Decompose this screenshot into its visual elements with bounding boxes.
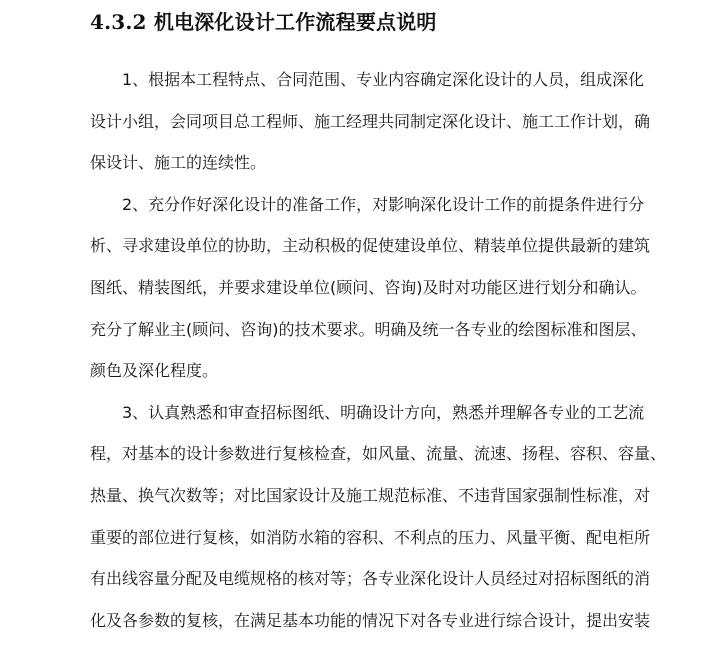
paragraph-line: 图纸、精装图纸，并要求建设单位(顾问、咨询)及时对功能区进行划分和确认。 [90,277,647,297]
paragraph-line: 程，对基本的设计参数进行复核检查，如风量、流量、流速、扬程、容积、容量、 [90,444,667,464]
paragraph-line: 设计小组，会同项目总工程师、施工经理共同制定深化设计、施工工作计划，确 [90,111,651,131]
paragraph-line: 化及各参数的复核，在满足基本功能的情况下对各专业进行综合设计，提出安装 [90,610,651,630]
document-body [90,63,667,645]
paragraph-line: 热量、换气次数等；对比国家设计及施工规范标准、不违背国家强制性标准，对 [90,485,651,505]
paragraph-line: 重要的部位进行复核，如消防水箱的容积、不利点的压力、风量平衡、配电柜所 [90,527,651,547]
paragraph-line: 保设计、施工的连续性。 [90,153,267,173]
paragraph-line: 析、寻求建设单位的协助，主动积极的促使建设单位、精装单位提供最新的建筑 [90,236,651,256]
paragraph-line: 有出线容量分配及电缆规格的核对等；各专业深化设计人员经过对招标图纸的消 [90,569,651,589]
paragraph-2 [90,188,650,396]
section-heading: 4.3.2 机电深化设计工作流程要点说明 [90,10,437,34]
paragraph-line: 颜色及深化程度。 [90,361,219,381]
paragraph-line: 充分了解业主(顾问、咨询)的技术要求。明确及统一各专业的绘图标准和图层、 [90,319,647,339]
paragraph-line: 2、充分作好深化设计的准备工作，对影响深化设计工作的前提条件进行分 [122,194,645,214]
paragraph-1 [90,63,650,188]
paragraph-3 [90,396,667,645]
paragraph-line: 3、认真熟悉和审查招标图纸、明确设计方向，熟悉并理解各专业的工艺流 [122,402,645,422]
paragraph-line: 1、根据本工程特点、合同范围、专业内容确定深化设计的人员，组成深化 [122,70,645,89]
